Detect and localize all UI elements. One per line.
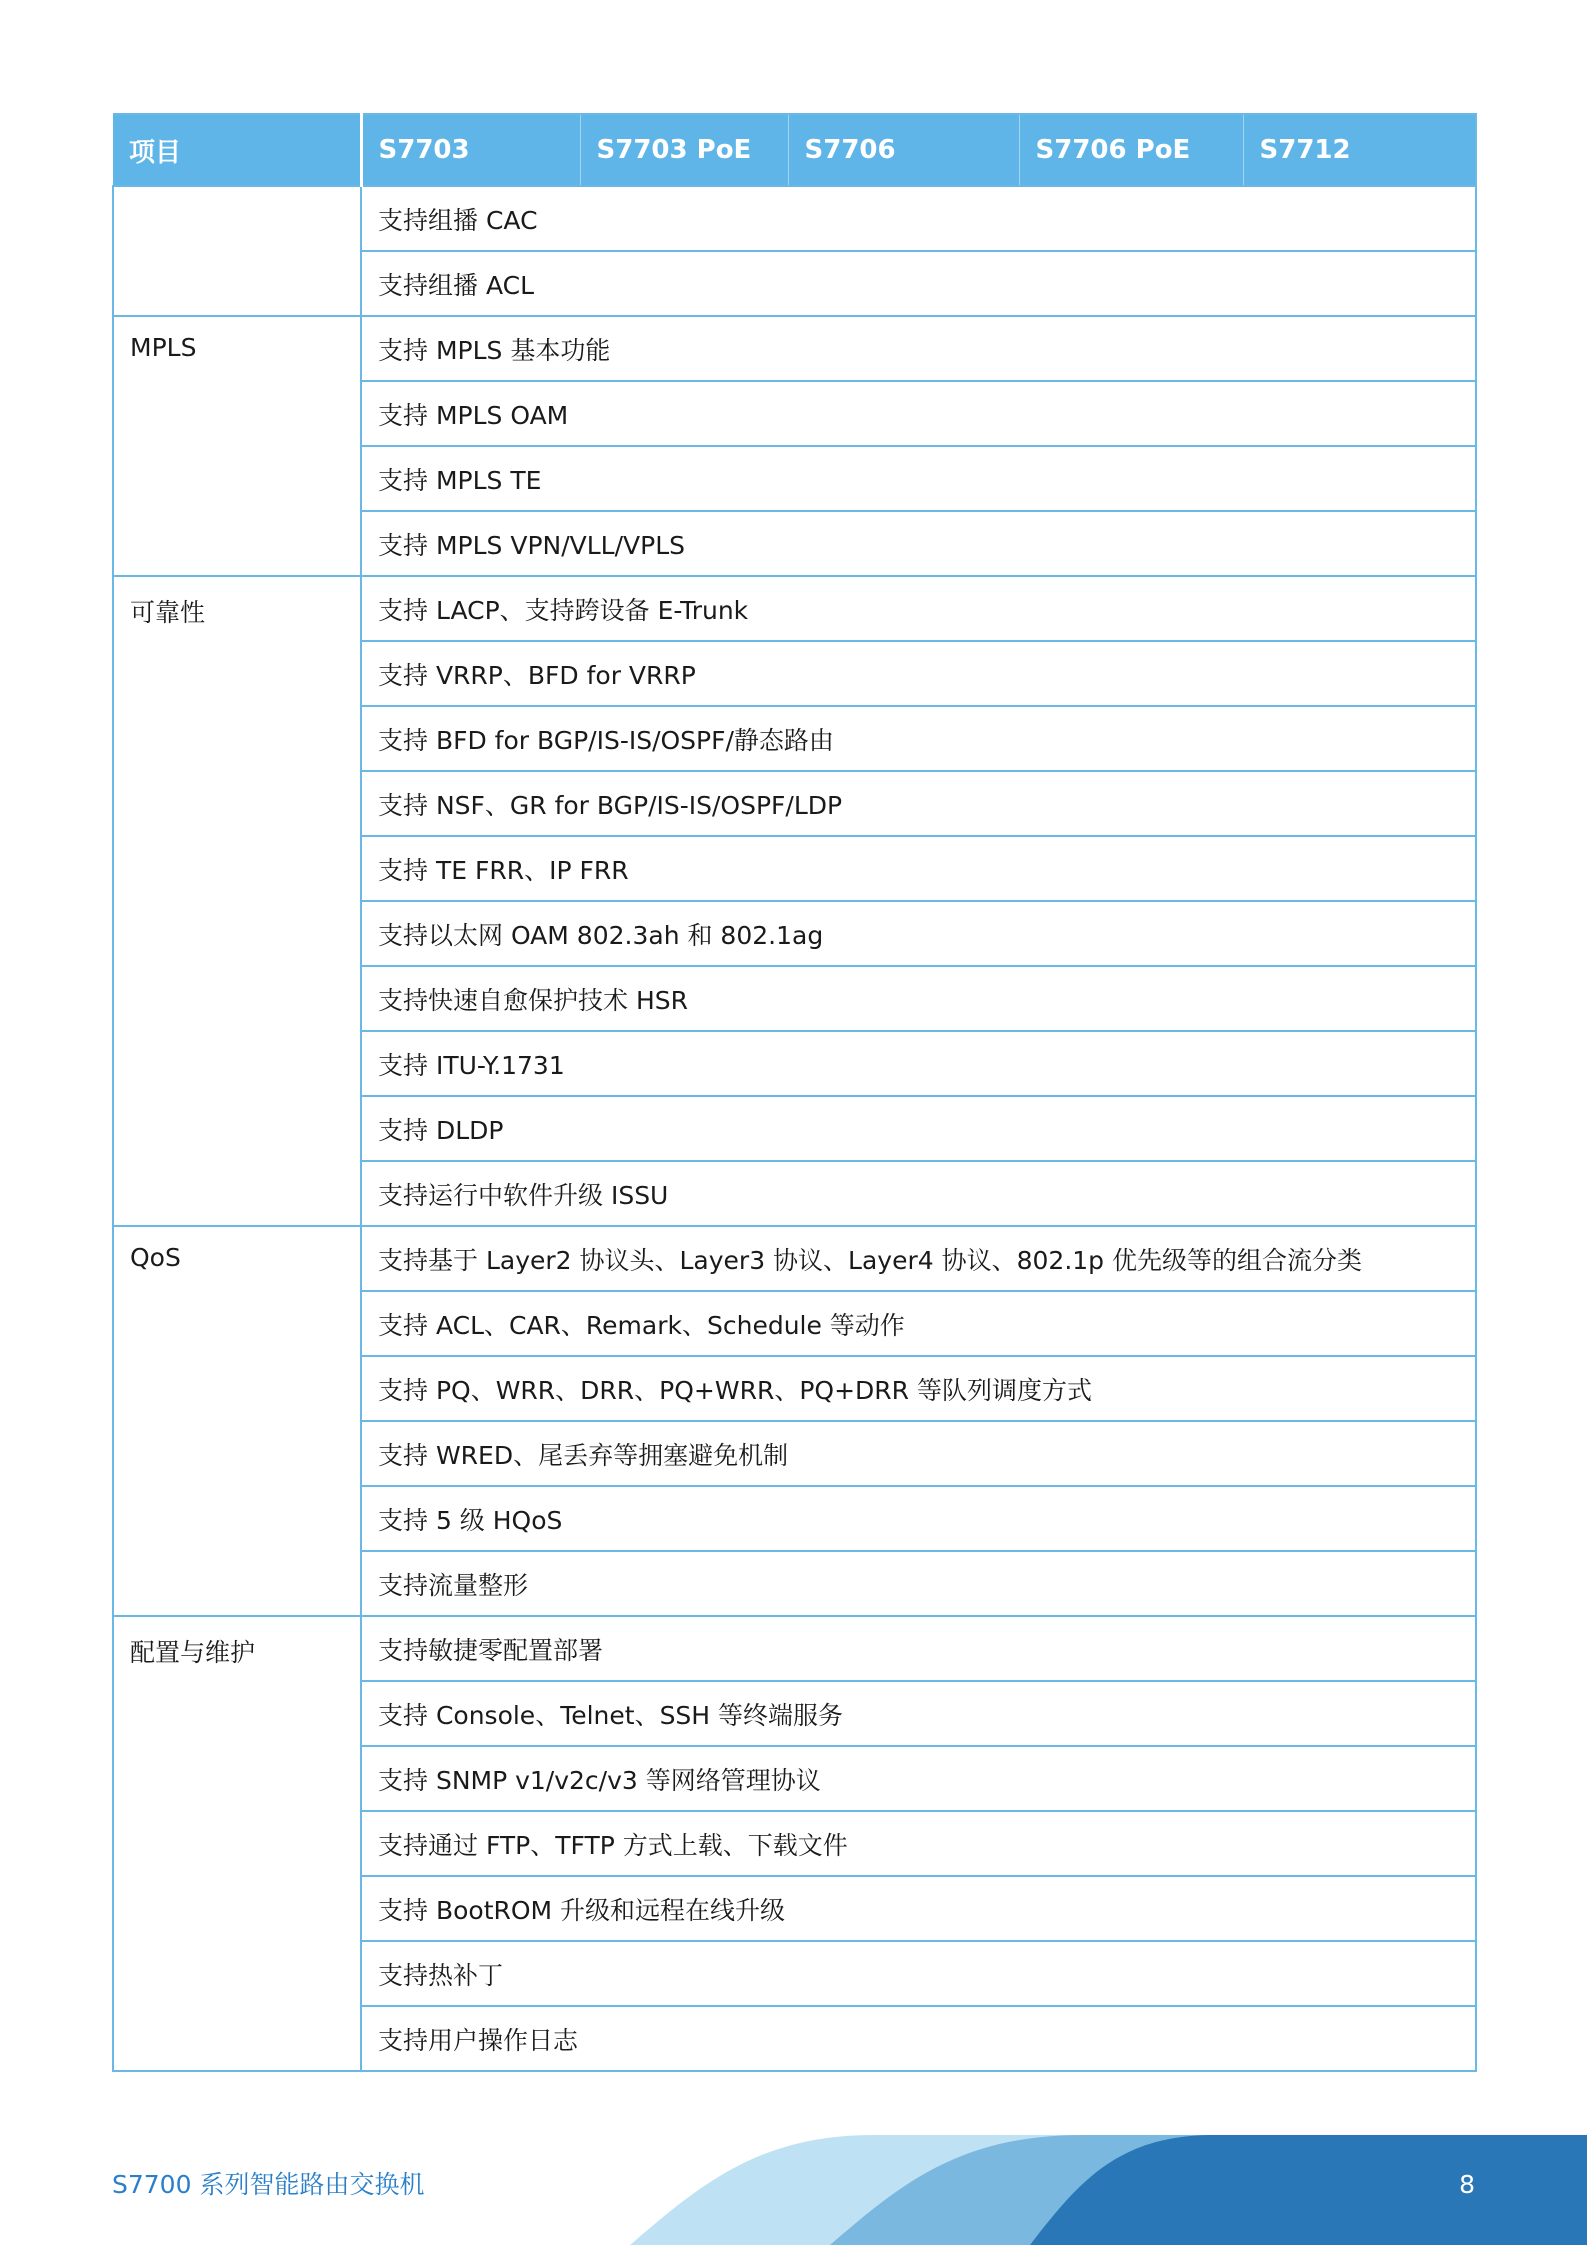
spec-table bbox=[112, 113, 1477, 2072]
feature-cell: 支持以太网 OAM 802.3ah 和 802.1ag bbox=[361, 901, 1476, 966]
feature-cell: 支持 MPLS 基本功能 bbox=[361, 316, 1476, 381]
feature-cell: 支持 PQ、WRR、DRR、PQ+WRR、PQ+DRR 等队列调度方式 bbox=[361, 1356, 1476, 1421]
feature-cell: 支持运行中软件升级 ISSU bbox=[361, 1161, 1476, 1226]
category-cell: 可靠性 bbox=[113, 576, 361, 1226]
feature-cell: 支持 VRRP、BFD for VRRP bbox=[361, 641, 1476, 706]
feature-cell: 支持敏捷零配置部署 bbox=[361, 1616, 1476, 1681]
table-row bbox=[113, 1226, 1476, 1291]
footer-title: S7700 系列智能路由交换机 bbox=[112, 2170, 425, 2199]
header-cell-s7706-poe: S7706 PoE bbox=[1019, 114, 1243, 186]
category-cell: QoS bbox=[113, 1226, 361, 1616]
feature-cell: 支持 NSF、GR for BGP/IS-IS/OSPF/LDP bbox=[361, 771, 1476, 836]
feature-cell: 支持基于 Layer2 协议头、Layer3 协议、Layer4 协议、802.1p 优先级等的组合流分类 bbox=[361, 1226, 1476, 1291]
feature-cell: 支持热补丁 bbox=[361, 1941, 1476, 2006]
feature-cell: 支持 ITU-Y.1731 bbox=[361, 1031, 1476, 1096]
header-cell-item: 项目 bbox=[113, 114, 361, 186]
feature-cell: 支持 WRED、尾丢弃等拥塞避免机制 bbox=[361, 1421, 1476, 1486]
header-cell-s7712: S7712 bbox=[1243, 114, 1476, 186]
table-row bbox=[113, 576, 1476, 641]
category-cell bbox=[113, 186, 361, 316]
feature-cell: 支持 MPLS VPN/VLL/VPLS bbox=[361, 511, 1476, 576]
feature-cell: 支持组播 CAC bbox=[361, 186, 1476, 251]
page-number: 8 bbox=[1459, 2170, 1475, 2199]
header-cell-s7703-poe: S7703 PoE bbox=[580, 114, 788, 186]
header-row bbox=[113, 114, 1476, 186]
table-row bbox=[113, 1616, 1476, 1681]
category-cell: 配置与维护 bbox=[113, 1616, 361, 2071]
header-cell-s7706: S7706 bbox=[788, 114, 1019, 186]
spec-table-body bbox=[113, 186, 1476, 2071]
feature-cell: 支持流量整形 bbox=[361, 1551, 1476, 1616]
table-row bbox=[113, 186, 1476, 251]
feature-cell: 支持通过 FTP、TFTP 方式上载、下载文件 bbox=[361, 1811, 1476, 1876]
feature-cell: 支持组播 ACL bbox=[361, 251, 1476, 316]
feature-cell: 支持 5 级 HQoS bbox=[361, 1486, 1476, 1551]
table-row bbox=[113, 316, 1476, 381]
feature-cell: 支持快速自愈保护技术 HSR bbox=[361, 966, 1476, 1031]
feature-cell: 支持 Console、Telnet、SSH 等终端服务 bbox=[361, 1681, 1476, 1746]
feature-cell: 支持 LACP、支持跨设备 E-Trunk bbox=[361, 576, 1476, 641]
feature-cell: 支持 MPLS TE bbox=[361, 446, 1476, 511]
feature-cell: 支持 BFD for BGP/IS-IS/OSPF/静态路由 bbox=[361, 706, 1476, 771]
feature-cell: 支持 DLDP bbox=[361, 1096, 1476, 1161]
feature-cell: 支持 MPLS OAM bbox=[361, 381, 1476, 446]
feature-cell: 支持 TE FRR、IP FRR bbox=[361, 836, 1476, 901]
feature-cell: 支持 SNMP v1/v2c/v3 等网络管理协议 bbox=[361, 1746, 1476, 1811]
feature-cell: 支持 ACL、CAR、Remark、Schedule 等动作 bbox=[361, 1291, 1476, 1356]
feature-cell: 支持用户操作日志 bbox=[361, 2006, 1476, 2071]
header-cell-s7703: S7703 bbox=[361, 114, 580, 186]
category-cell: MPLS bbox=[113, 316, 361, 576]
feature-cell: 支持 BootROM 升级和远程在线升级 bbox=[361, 1876, 1476, 1941]
